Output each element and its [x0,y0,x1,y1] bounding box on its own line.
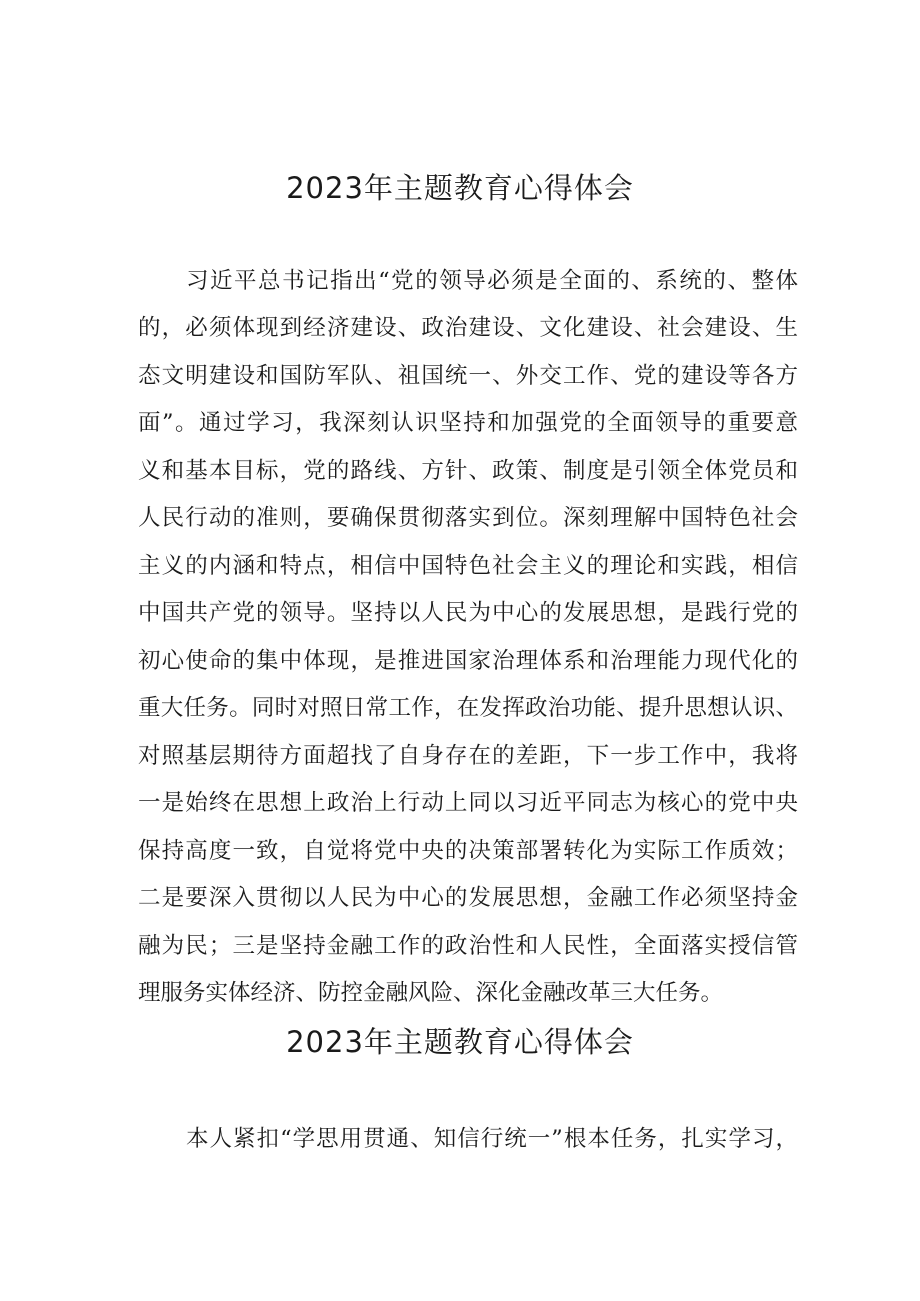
paragraph-line: 二是要深入贯彻以人民为中心的发展思想，金融工作必须坚持金 [138,885,798,911]
paragraph-line: 重大任务。同时对照日常工作，在发挥政治功能、提升思想认识、 [138,695,798,721]
paragraph-line: 对照基层期待方面超找了自身存在的差距，下一步工作中，我将 [138,743,798,769]
paragraph-line: 义和基本目标，党的路线、方针、政策、制度是引领全体党员和 [138,458,798,484]
document-title: 2023年主题教育心得体会 [286,171,634,205]
paragraph-line: 理服务实体经济、防控金融风险、深化金融改革三大任务。 [138,980,724,1006]
paragraph-line: 融为民；三是坚持金融工作的政治性和人民性，全面落实授信管 [138,933,798,959]
paragraph-line: 初心使命的集中体现，是推进国家治理体系和治理能力现代化的 [138,648,798,674]
paragraph-line: 态文明建设和国防军队、祖国统一、外交工作、党的建设等各方 [138,363,798,389]
paragraph-line: 人民行动的准则，要确保贯彻落实到位。深刻理解中国特色社会 [138,505,798,531]
paragraph-line: 习近平总书记指出“党的领导必须是全面的、系统的、整体 [186,268,798,294]
paragraph-line: 本人紧扣“学思用贯通、知信行统一”根本任务，扎实学习， [186,1126,798,1152]
paragraph-line: 面”。通过学习，我深刻认识坚持和加强党的全面领导的重要意 [138,410,798,436]
document-title: 2023年主题教育心得体会 [286,1025,634,1059]
paragraph-line: 中国共产党的领导。坚持以人民为中心的发展思想，是践行党的 [138,600,798,626]
paragraph-line: 保持高度一致，自觉将党中央的决策部署转化为实际工作质效； [138,838,798,864]
paragraph-line: 主义的内涵和特点，相信中国特色社会主义的理论和实践，相信 [138,553,798,579]
paragraph-line: 一是始终在思想上政治上行动上同以习近平同志为核心的党中央 [138,790,798,816]
paragraph-line: 的，必须体现到经济建设、政治建设、文化建设、社会建设、生 [138,315,798,341]
